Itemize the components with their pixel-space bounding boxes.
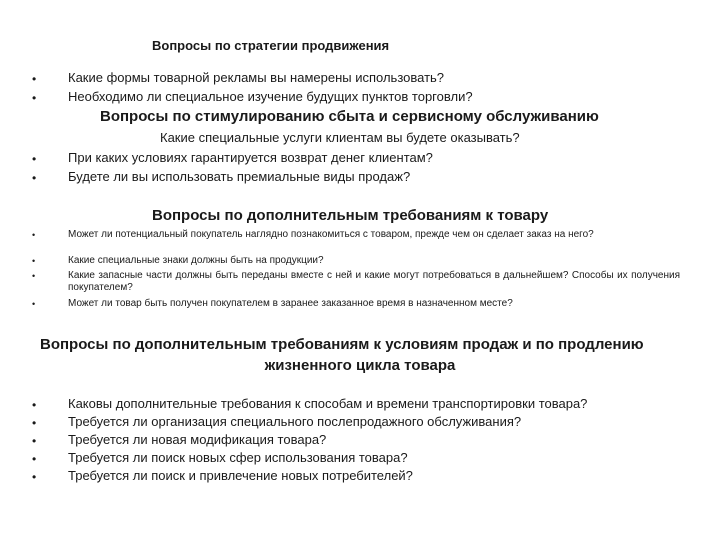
list-item: Требуется ли новая модификация товара? <box>68 432 327 447</box>
section2-title: Вопросы по стимулированию сбыта и сервисному обслуживанию <box>100 108 599 125</box>
list-item: При каких условиях гарантируется возврат денег клиентам? <box>68 150 433 165</box>
list-item: Каковы дополнительные требования к способам и времени транспортировки товара? <box>68 396 588 411</box>
bullet-icon: • <box>32 152 37 166</box>
bullet-icon: • <box>32 452 37 466</box>
bullet-icon: • <box>32 271 36 281</box>
section4-title-line1: Вопросы по дополнительным требованиям к условиям продаж и по продлению <box>40 336 644 353</box>
section3-title: Вопросы по дополнительным требованиям к товару <box>152 207 549 224</box>
list-item: Требуется ли организация специального послепродажного обслуживания? <box>68 414 522 429</box>
bullet-icon: • <box>32 299 36 309</box>
list-item: Какие формы товарной рекламы вы намерены использовать? <box>68 70 445 85</box>
list-item: Какие специальные знаки должны быть на продукции? <box>68 255 324 266</box>
list-item: Может ли товар быть получен покупателем в заранее заказанное время в назначенном месте? <box>68 298 513 309</box>
bullet-icon: • <box>32 230 36 240</box>
bullet-icon: • <box>32 72 37 86</box>
list-item: Будете ли вы использовать премиальные виды продаж? <box>68 169 411 184</box>
bullet-icon: • <box>32 434 37 448</box>
list-item: Требуется ли поиск новых сфер использования товара? <box>68 450 408 465</box>
bullet-icon: • <box>32 91 37 105</box>
section4-title-line2: жизненного цикла товара <box>264 357 456 374</box>
list-item: Какие запасные части должны быть переданы вместе с ней и какие могут потребоваться в дальнейшем? Способы их получения покупателем? <box>68 270 680 293</box>
bullet-icon: • <box>32 416 37 430</box>
bullet-icon: • <box>32 398 37 412</box>
bullet-icon: • <box>32 171 37 185</box>
section1-title: Вопросы по стратегии продвижения <box>152 38 390 53</box>
bullet-icon: • <box>32 256 36 266</box>
list-item: Может ли потенциальный покупатель наглядно познакомиться с товаром, прежде чем он сделает заказ на него? <box>68 229 594 240</box>
section2-first-line: Какие специальные услуги клиентам вы будете оказывать? <box>160 130 520 145</box>
list-item: Необходимо ли специальное изучение будущих пунктов торговли? <box>68 89 473 104</box>
bullet-icon: • <box>32 470 37 484</box>
list-item: Требуется ли поиск и привлечение новых потребителей? <box>68 468 413 483</box>
